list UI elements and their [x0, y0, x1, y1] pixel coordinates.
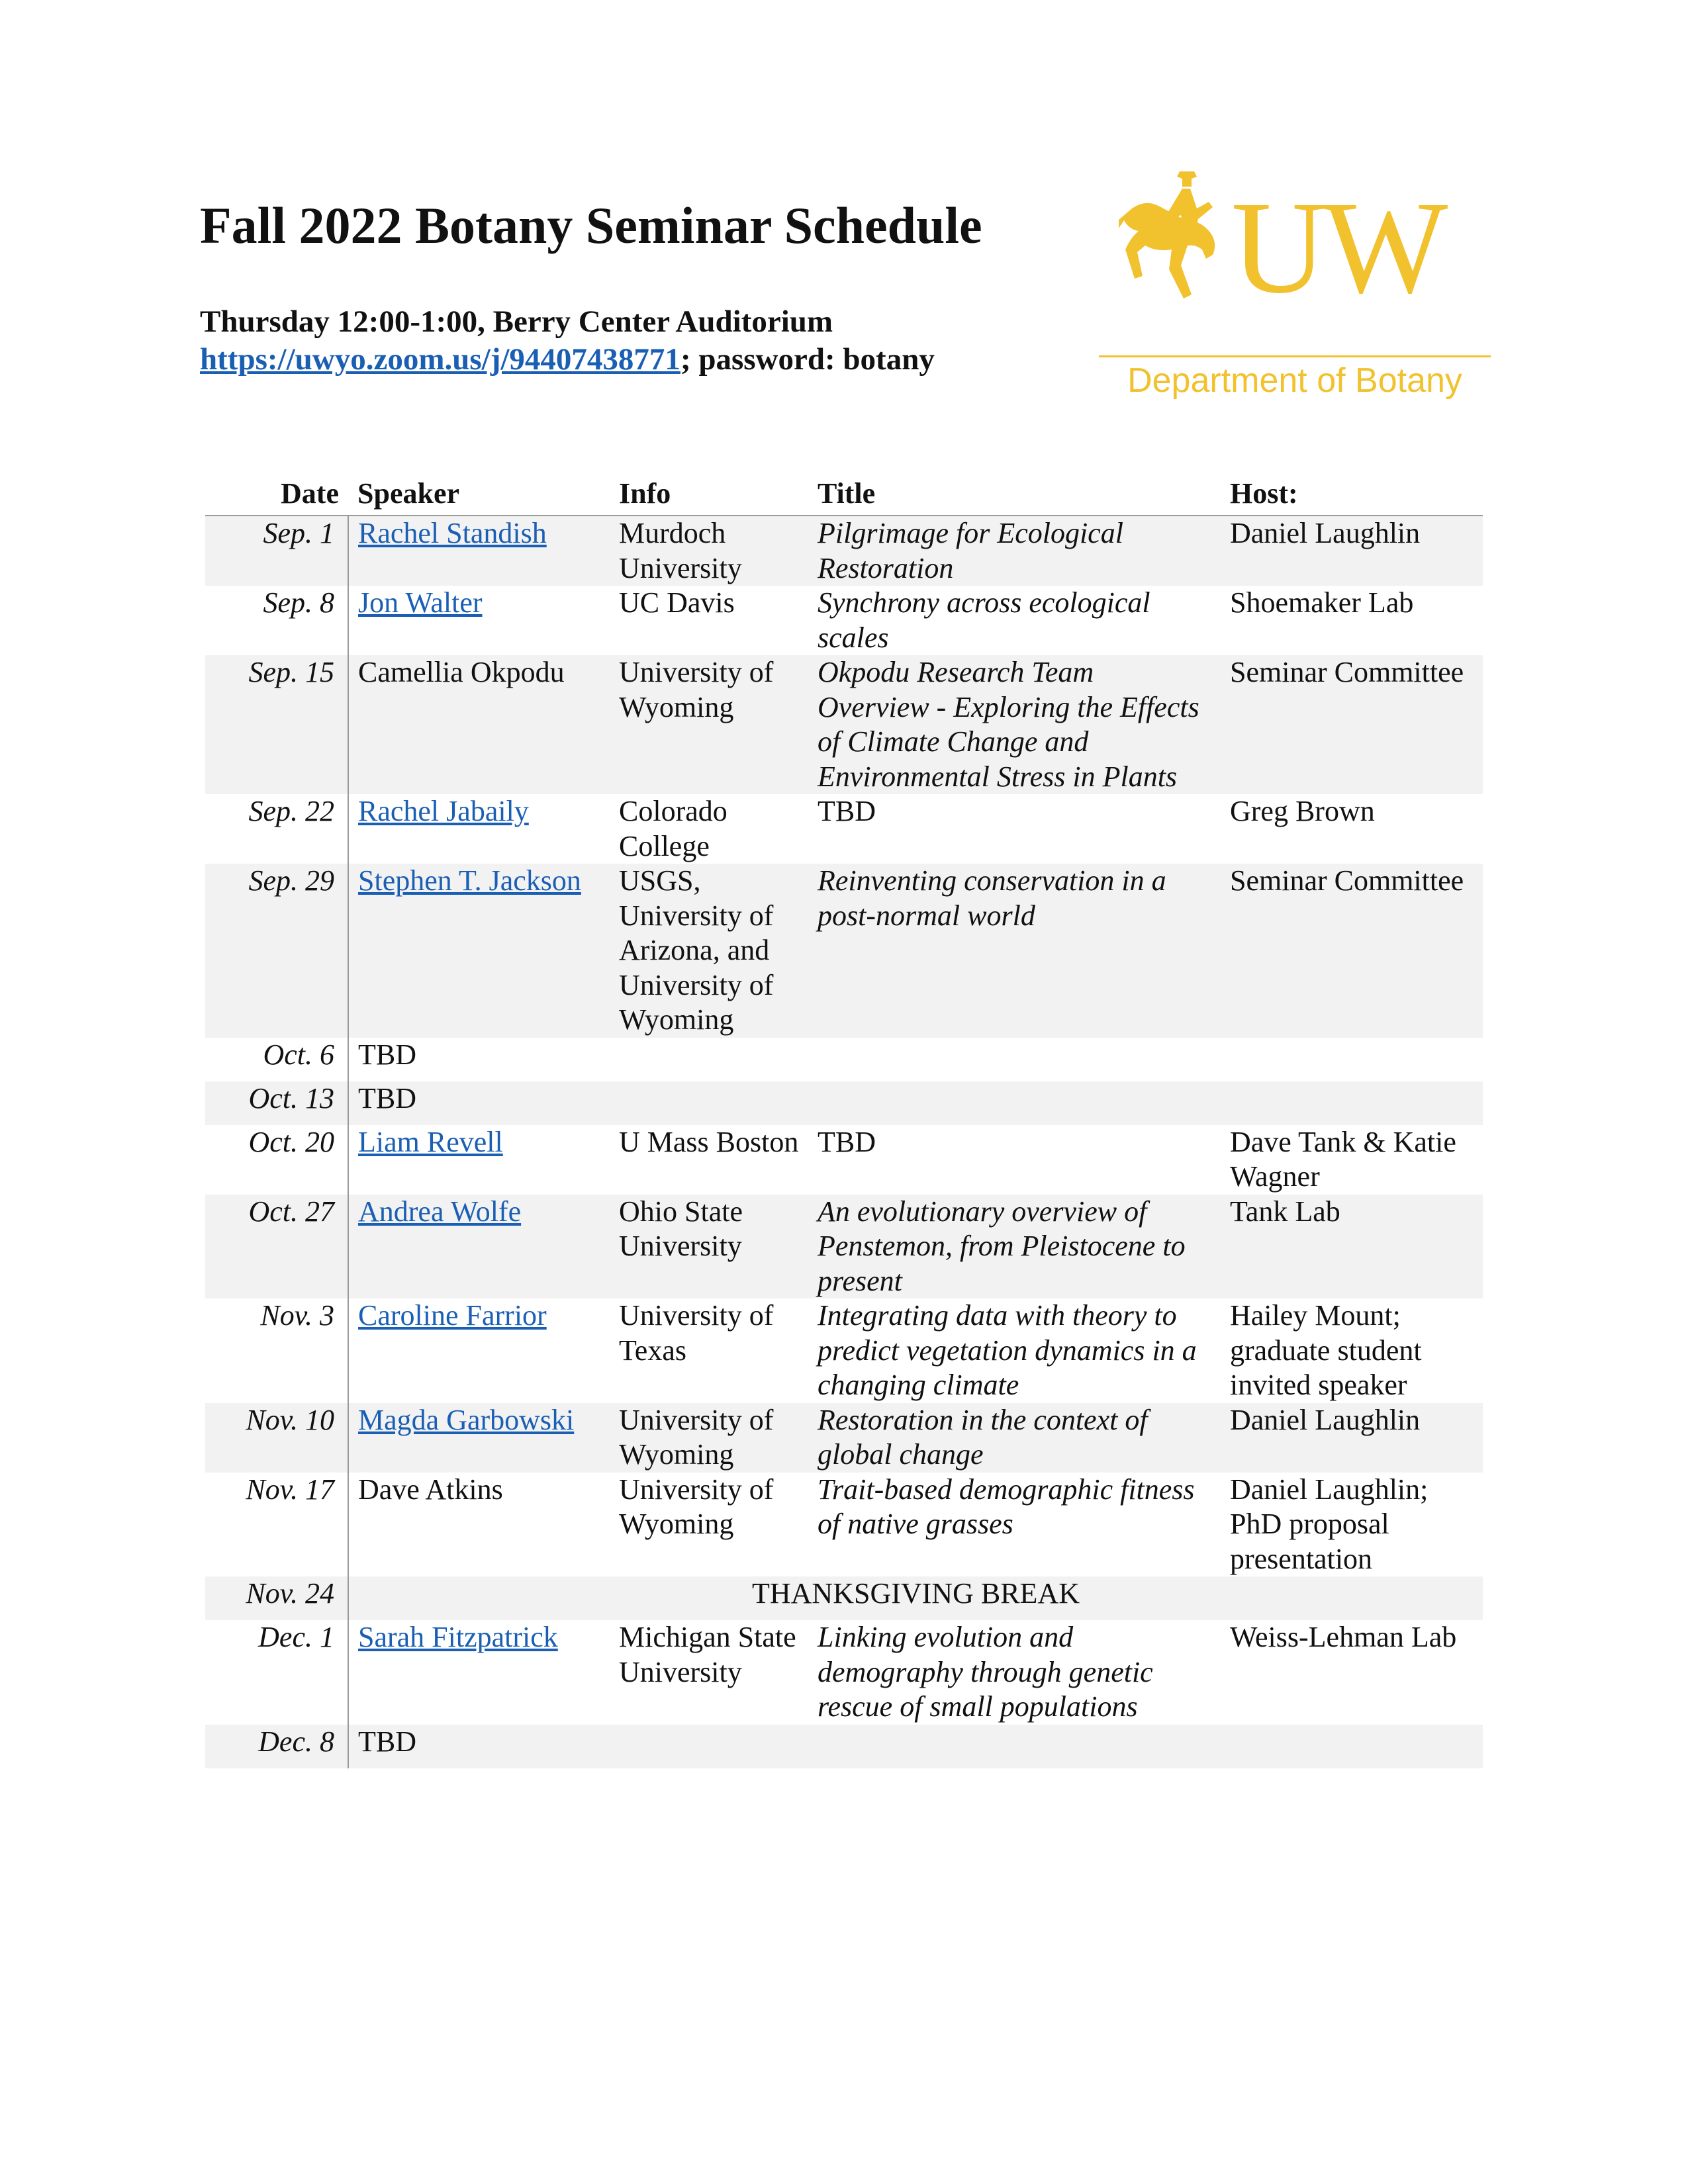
speaker-link[interactable]: Rachel Jabaily [358, 795, 529, 827]
speaker-link[interactable]: Sarah Fitzpatrick [358, 1621, 558, 1653]
table-row [205, 1298, 1483, 1403]
speaker-link[interactable]: Jon Walter [358, 586, 483, 619]
info-cell: U Mass Boston [619, 1125, 799, 1158]
info-cell: University of Wyoming [610, 655, 808, 794]
host-cell: Greg Brown [1230, 795, 1375, 827]
table-row [205, 1576, 1483, 1620]
date-cell: Oct. 27 [205, 1195, 348, 1299]
date-cell: Dec. 1 [205, 1620, 348, 1725]
page-title: Fall 2022 Botany Seminar Schedule [200, 197, 982, 254]
date-cell: Nov. 24 [205, 1576, 348, 1620]
seminar-info [200, 303, 935, 379]
info-cell: Ohio State University [610, 1195, 808, 1299]
speaker-cell: Dave Atkins [358, 1473, 503, 1506]
password-text: ; password: botany [680, 342, 935, 377]
date-cell: Sep. 22 [205, 794, 348, 864]
speaker-cell: TBD [348, 1725, 610, 1768]
speaker-link[interactable]: Caroline Farrior [358, 1299, 547, 1332]
host-cell [1221, 1038, 1483, 1081]
info-cell: UC Davis [619, 586, 735, 619]
host-cell: Seminar Committee [1221, 655, 1483, 794]
speaker-cell [348, 1195, 610, 1299]
date-cell: Dec. 8 [205, 1725, 348, 1768]
logo-divider [1099, 355, 1491, 357]
table-row [205, 1038, 1483, 1081]
speaker-cell: Camellia Okpodu [348, 655, 610, 794]
break-note: THANKSGIVING BREAK [348, 1576, 1483, 1620]
logo-wordmark: UW [1231, 175, 1444, 321]
date-cell: Nov. 3 [205, 1298, 348, 1403]
col-header-speaker: Speaker [348, 471, 610, 516]
info-cell [610, 1725, 808, 1768]
host-cell: Hailey Mount; graduate student invited speaker [1230, 1299, 1422, 1401]
info-cell: University of Wyoming [619, 1473, 774, 1540]
host-cell: Tank Lab [1221, 1195, 1483, 1299]
speaker-cell [348, 864, 610, 1038]
date-cell: Oct. 20 [205, 1125, 348, 1195]
speaker-link[interactable]: Liam Revell [358, 1125, 503, 1158]
host-cell: Shoemaker Lab [1230, 586, 1414, 619]
title-cell: Trait-based demographic fitness of native grasses [818, 1473, 1195, 1540]
schedule-table [205, 471, 1483, 1768]
table-row [205, 1620, 1483, 1725]
table-row [205, 864, 1483, 1038]
title-cell: Okpodu Research Team Overview - Exploring the Effects of Climate Change and Environmental Stress in Plants [808, 655, 1221, 794]
host-cell: Daniel Laughlin [1221, 516, 1483, 586]
table-row [205, 1125, 1483, 1195]
date-cell: Nov. 17 [205, 1473, 348, 1577]
title-cell [808, 1081, 1221, 1125]
date-cell: Oct. 6 [205, 1038, 348, 1081]
table-row [205, 586, 1483, 655]
info-cell [610, 1038, 808, 1081]
table-row [205, 1081, 1483, 1125]
speaker-cell [348, 1403, 610, 1473]
title-cell: Reinventing conservation in a post-normal world [808, 864, 1221, 1038]
speaker-cell [348, 794, 610, 864]
speaker-cell [348, 1620, 610, 1725]
date-cell: Sep. 1 [205, 516, 348, 586]
col-header-date: Date [205, 471, 348, 516]
speaker-link[interactable]: Magda Garbowski [358, 1403, 575, 1436]
title-cell: TBD [818, 1125, 876, 1158]
col-header-title: Title [808, 471, 1221, 516]
info-cell: University of Texas [619, 1299, 774, 1367]
info-cell: University of Wyoming [610, 1403, 808, 1473]
table-row [205, 1473, 1483, 1577]
zoom-line [200, 341, 935, 379]
host-cell: Daniel Laughlin [1221, 1403, 1483, 1473]
title-cell: TBD [818, 795, 876, 827]
table-row [205, 655, 1483, 794]
table-row [205, 1403, 1483, 1473]
title-cell: An evolutionary overview of Penstemon, from Pleistocene to present [808, 1195, 1221, 1299]
info-cell [610, 1081, 808, 1125]
title-cell: Linking evolution and demography through genetic rescue of small populations [818, 1621, 1153, 1723]
table-row [205, 1195, 1483, 1299]
col-header-info: Info [610, 471, 808, 516]
info-cell: Michigan State University [619, 1621, 796, 1688]
table-row [205, 516, 1483, 586]
col-header-host: Host: [1221, 471, 1483, 516]
speaker-link[interactable]: Stephen T. Jackson [358, 864, 581, 897]
speaker-cell [348, 1125, 610, 1195]
title-cell [808, 1038, 1221, 1081]
date-cell: Nov. 10 [205, 1403, 348, 1473]
date-cell: Sep. 15 [205, 655, 348, 794]
speaker-cell [348, 1298, 610, 1403]
host-cell: Weiss-Lehman Lab [1230, 1621, 1457, 1653]
speaker-link[interactable]: Rachel Standish [358, 517, 547, 549]
info-cell: Colorado College [619, 795, 727, 862]
title-cell: Restoration in the context of global change [808, 1403, 1221, 1473]
info-cell: Murdoch University [610, 516, 808, 586]
speaker-cell: TBD [348, 1081, 610, 1125]
speaker-cell [348, 516, 610, 586]
info-cell: USGS, University of Arizona, and University of Wyoming [610, 864, 808, 1038]
speaker-link[interactable]: Andrea Wolfe [358, 1195, 522, 1228]
speaker-cell [348, 586, 610, 655]
host-cell [1221, 1725, 1483, 1768]
date-cell: Oct. 13 [205, 1081, 348, 1125]
host-cell: Dave Tank & Katie Wagner [1230, 1125, 1456, 1193]
bucking-horse-rider-icon [1119, 169, 1238, 301]
header-row [205, 471, 1483, 516]
title-cell: Integrating data with theory to predict vegetation dynamics in a changing climate [818, 1299, 1197, 1401]
title-cell: Pilgrimage for Ecological Restoration [808, 516, 1221, 586]
department-logo [1099, 169, 1496, 407]
date-cell: Sep. 8 [205, 586, 348, 655]
title-cell: Synchrony across ecological scales [818, 586, 1150, 654]
logo-department-name: Department of Botany [1127, 361, 1462, 400]
host-cell: Seminar Committee [1221, 864, 1483, 1038]
time-location: Thursday 12:00-1:00, Berry Center Auditorium [200, 304, 833, 339]
table-row [205, 794, 1483, 864]
host-cell [1221, 1081, 1483, 1125]
host-cell: Daniel Laughlin; PhD proposal presentation [1230, 1473, 1429, 1575]
zoom-link[interactable]: https://uwyo.zoom.us/j/94407438771 [200, 342, 680, 377]
speaker-cell: TBD [358, 1038, 416, 1071]
table-row [205, 1725, 1483, 1768]
title-cell [808, 1725, 1221, 1768]
date-cell: Sep. 29 [205, 864, 348, 1038]
